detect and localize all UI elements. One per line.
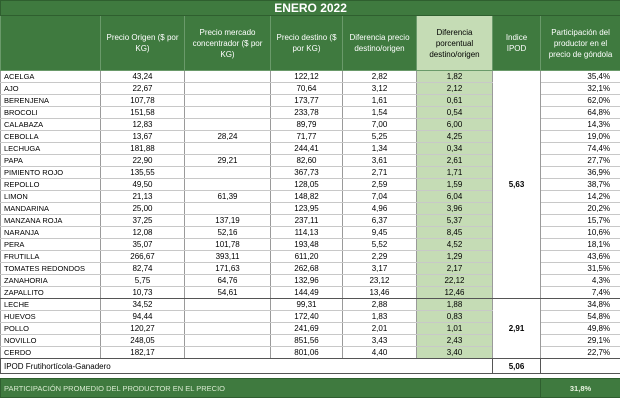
participacion-productor: 62,0%	[541, 95, 620, 107]
diferencia-precio: 2,82	[343, 71, 417, 83]
diferencia-porcentual: 4,25	[417, 131, 493, 143]
precio-concentrador	[185, 311, 271, 323]
diferencia-porcentual: 0,61	[417, 95, 493, 107]
header-row	[1, 16, 620, 71]
precio-origen: 248,05	[101, 335, 185, 347]
precio-destino: 114,13	[271, 227, 343, 239]
precio-destino: 244,41	[271, 143, 343, 155]
participacion-productor: 27,7%	[541, 155, 620, 167]
product-name: MANDARINA	[1, 203, 101, 215]
precio-concentrador	[185, 107, 271, 119]
precio-destino: 71,77	[271, 131, 343, 143]
precio-concentrador	[185, 71, 271, 83]
ipod-total-value: 5,06	[493, 359, 541, 374]
participacion-productor: 22,7%	[541, 347, 620, 359]
precio-destino: 122,12	[271, 71, 343, 83]
diferencia-porcentual: 2,12	[417, 83, 493, 95]
diferencia-precio: 1,83	[343, 311, 417, 323]
header-diferencia-porcentual: Diferencia porcentual destino/origen	[417, 16, 493, 71]
precio-origen: 43,24	[101, 71, 185, 83]
participacion-productor: 14,3%	[541, 119, 620, 131]
header-participacion: Participación del productor en el precio de góndola	[541, 16, 620, 71]
participacion-productor: 38,7%	[541, 179, 620, 191]
precio-concentrador: 101,78	[185, 239, 271, 251]
diferencia-precio: 2,88	[343, 299, 417, 311]
diferencia-precio: 2,01	[343, 323, 417, 335]
product-name: NOVILLO	[1, 335, 101, 347]
participacion-productor: 18,1%	[541, 239, 620, 251]
header-precio-concentrador: Precio mercado concentrador ($ por KG)	[185, 16, 271, 71]
precio-destino: 128,05	[271, 179, 343, 191]
diferencia-precio: 3,43	[343, 335, 417, 347]
diferencia-precio: 2,29	[343, 251, 417, 263]
precio-origen: 34,52	[101, 299, 185, 311]
precio-origen: 181,88	[101, 143, 185, 155]
precio-origen: 5,75	[101, 275, 185, 287]
precio-concentrador	[185, 203, 271, 215]
diferencia-precio: 13,46	[343, 287, 417, 299]
diferencia-porcentual: 4,52	[417, 239, 493, 251]
diferencia-porcentual: 6,00	[417, 119, 493, 131]
diferencia-porcentual: 6,04	[417, 191, 493, 203]
product-name: BROCOLI	[1, 107, 101, 119]
diferencia-porcentual: 0,83	[417, 311, 493, 323]
precio-destino: 237,11	[271, 215, 343, 227]
participacion-productor: 15,7%	[541, 215, 620, 227]
product-name: HUEVOS	[1, 311, 101, 323]
diferencia-precio: 2,59	[343, 179, 417, 191]
precio-destino: 241,69	[271, 323, 343, 335]
participacion-productor: 34,8%	[541, 299, 620, 311]
precio-concentrador	[185, 179, 271, 191]
frutihorticola-group	[1, 71, 620, 299]
precio-destino: 801,06	[271, 347, 343, 359]
precio-concentrador: 171,63	[185, 263, 271, 275]
precio-destino: 233,78	[271, 107, 343, 119]
table-title: ENERO 2022	[1, 1, 620, 16]
diferencia-precio: 3,12	[343, 83, 417, 95]
diferencia-porcentual: 1,88	[417, 299, 493, 311]
precio-destino: 82,60	[271, 155, 343, 167]
product-name: PERA	[1, 239, 101, 251]
precio-concentrador: 29,21	[185, 155, 271, 167]
product-name: ZANAHORIA	[1, 275, 101, 287]
ipod-total-row	[1, 359, 620, 374]
diferencia-precio: 2,71	[343, 167, 417, 179]
precio-origen: 182,17	[101, 347, 185, 359]
precio-origen: 25,00	[101, 203, 185, 215]
participacion-productor: 74,4%	[541, 143, 620, 155]
precio-origen: 82,74	[101, 263, 185, 275]
diferencia-precio: 3,17	[343, 263, 417, 275]
precio-concentrador: 61,39	[185, 191, 271, 203]
precio-origen: 151,58	[101, 107, 185, 119]
precio-destino: 99,31	[271, 299, 343, 311]
participacion-productor: 54,8%	[541, 311, 620, 323]
participacion-productor: 7,4%	[541, 287, 620, 299]
diferencia-precio: 3,61	[343, 155, 417, 167]
precio-destino: 367,73	[271, 167, 343, 179]
diferencia-porcentual: 2,61	[417, 155, 493, 167]
precio-concentrador	[185, 83, 271, 95]
precio-origen: 10,73	[101, 287, 185, 299]
precio-concentrador	[185, 323, 271, 335]
precio-concentrador	[185, 143, 271, 155]
product-name: BERENJENA	[1, 95, 101, 107]
product-name: POLLO	[1, 323, 101, 335]
diferencia-porcentual: 22,12	[417, 275, 493, 287]
precio-origen: 266,67	[101, 251, 185, 263]
product-name: LIMON	[1, 191, 101, 203]
participacion-productor: 29,1%	[541, 335, 620, 347]
diferencia-porcentual: 1,59	[417, 179, 493, 191]
diferencia-porcentual: 0,34	[417, 143, 493, 155]
diferencia-porcentual: 1,01	[417, 323, 493, 335]
diferencia-porcentual: 5,37	[417, 215, 493, 227]
precio-origen: 37,25	[101, 215, 185, 227]
product-name: MANZANA ROJA	[1, 215, 101, 227]
header-precio-origen: Precio Origen ($ por KG)	[101, 16, 185, 71]
precio-origen: 13,67	[101, 131, 185, 143]
diferencia-porcentual: 3,40	[417, 347, 493, 359]
product-name: ZAPALLITO	[1, 287, 101, 299]
product-name: CEBOLLA	[1, 131, 101, 143]
precio-destino: 172,40	[271, 311, 343, 323]
precio-concentrador: 64,76	[185, 275, 271, 287]
precio-destino: 148,82	[271, 191, 343, 203]
table-row	[1, 299, 620, 311]
table-row	[1, 71, 620, 83]
precio-origen: 135,55	[101, 167, 185, 179]
header-producto	[1, 16, 101, 71]
diferencia-precio: 5,52	[343, 239, 417, 251]
product-name: FRUTILLA	[1, 251, 101, 263]
precio-origen: 120,27	[101, 323, 185, 335]
product-name: PIMIENTO ROJO	[1, 167, 101, 179]
product-name: PAPA	[1, 155, 101, 167]
participacion-productor: 20,2%	[541, 203, 620, 215]
diferencia-precio: 9,45	[343, 227, 417, 239]
diferencia-porcentual: 12,46	[417, 287, 493, 299]
precio-destino: 851,56	[271, 335, 343, 347]
diferencia-precio: 1,54	[343, 107, 417, 119]
product-name: CALABAZA	[1, 119, 101, 131]
header-diferencia: Diferencia precio destino/origen	[343, 16, 417, 71]
precio-origen: 12,08	[101, 227, 185, 239]
ipod-group-value: 2,91	[493, 299, 541, 359]
precio-concentrador	[185, 299, 271, 311]
precio-destino: 262,68	[271, 263, 343, 275]
diferencia-precio: 5,25	[343, 131, 417, 143]
product-name: REPOLLO	[1, 179, 101, 191]
precio-concentrador: 54,61	[185, 287, 271, 299]
precio-concentrador: 393,11	[185, 251, 271, 263]
diferencia-porcentual: 1,71	[417, 167, 493, 179]
diferencia-porcentual: 8,45	[417, 227, 493, 239]
diferencia-porcentual: 3,96	[417, 203, 493, 215]
diferencia-precio: 7,00	[343, 119, 417, 131]
participacion-productor: 31,5%	[541, 263, 620, 275]
precio-origen: 107,78	[101, 95, 185, 107]
precio-destino: 144,49	[271, 287, 343, 299]
diferencia-precio: 4,96	[343, 203, 417, 215]
precio-origen: 12,83	[101, 119, 185, 131]
product-name: CERDO	[1, 347, 101, 359]
footer-label: PARTICIPACIÓN PROMEDIO DEL PRODUCTOR EN EL PRECIO	[1, 379, 541, 398]
diferencia-precio: 23,12	[343, 275, 417, 287]
precio-concentrador	[185, 119, 271, 131]
diferencia-porcentual: 2,43	[417, 335, 493, 347]
precio-origen: 21,13	[101, 191, 185, 203]
diferencia-precio: 1,61	[343, 95, 417, 107]
participacion-productor: 32,1%	[541, 83, 620, 95]
precio-origen: 22,90	[101, 155, 185, 167]
product-name: NARANJA	[1, 227, 101, 239]
product-name: AJO	[1, 83, 101, 95]
product-name: LECHUGA	[1, 143, 101, 155]
header-precio-destino: Precio destino ($ por KG)	[271, 16, 343, 71]
precio-destino: 132,96	[271, 275, 343, 287]
precio-destino: 611,20	[271, 251, 343, 263]
diferencia-precio: 1,34	[343, 143, 417, 155]
diferencia-precio: 4,40	[343, 347, 417, 359]
participacion-productor: 14,2%	[541, 191, 620, 203]
product-name: ACELGA	[1, 71, 101, 83]
diferencia-precio: 6,37	[343, 215, 417, 227]
participacion-productor: 36,9%	[541, 167, 620, 179]
precio-concentrador: 28,24	[185, 131, 271, 143]
ganadero-group	[1, 299, 620, 359]
header-indice-ipod: Indice IPOD	[493, 16, 541, 71]
footer-value: 31,8%	[541, 379, 620, 398]
precio-destino: 70,64	[271, 83, 343, 95]
participacion-productor: 35,4%	[541, 71, 620, 83]
diferencia-porcentual: 2,17	[417, 263, 493, 275]
participacion-productor: 4,3%	[541, 275, 620, 287]
precio-origen: 35,07	[101, 239, 185, 251]
precio-origen: 22,67	[101, 83, 185, 95]
participacion-productor: 19,0%	[541, 131, 620, 143]
participacion-productor: 10,6%	[541, 227, 620, 239]
precio-destino: 193,48	[271, 239, 343, 251]
precio-concentrador: 52,16	[185, 227, 271, 239]
precio-concentrador: 137,19	[185, 215, 271, 227]
precio-origen: 49,50	[101, 179, 185, 191]
ipod-total-label: IPOD Frutihortícola-Ganadero	[1, 359, 493, 374]
participacion-productor: 49,8%	[541, 323, 620, 335]
precio-concentrador	[185, 335, 271, 347]
participacion-productor: 43,6%	[541, 251, 620, 263]
participacion-productor: 64,8%	[541, 107, 620, 119]
footer-row	[1, 379, 620, 398]
diferencia-porcentual: 0,54	[417, 107, 493, 119]
ipod-group-value: 5,63	[493, 71, 541, 299]
precio-destino: 173,77	[271, 95, 343, 107]
precio-destino: 89,79	[271, 119, 343, 131]
diferencia-precio: 7,04	[343, 191, 417, 203]
precio-concentrador	[185, 167, 271, 179]
precio-destino: 123,95	[271, 203, 343, 215]
diferencia-porcentual: 1,82	[417, 71, 493, 83]
product-name: TOMATES REDONDOS	[1, 263, 101, 275]
precio-origen: 94,44	[101, 311, 185, 323]
precio-concentrador	[185, 95, 271, 107]
product-name: LECHE	[1, 299, 101, 311]
diferencia-porcentual: 1,29	[417, 251, 493, 263]
precio-concentrador	[185, 347, 271, 359]
